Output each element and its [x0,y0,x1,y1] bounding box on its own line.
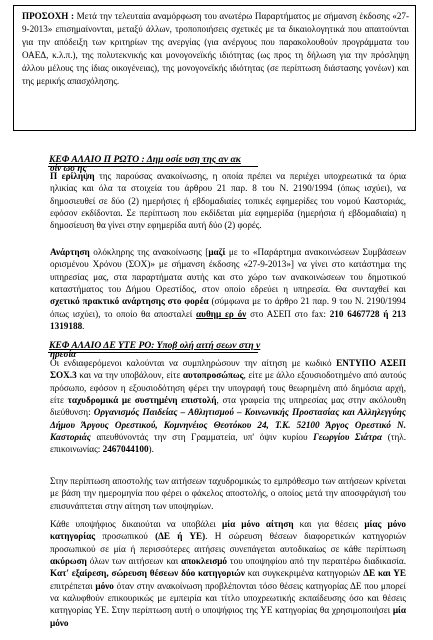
chapter2-paragraph-2: Στην περίπτωση αποστολής των αιτήσεων ταχυδρομικώς το εμπρόθεσμο των αιτήσεων κρίνεται με βάση την ημερομηνία που φέρει ο φάκελος αποστολής, ο οποίος μετά την αποσφράγισή του επισυνάπτεται στην αίτηση των υποψηφίων. [50,476,406,511]
chapter2-p3-text-e: προσωπικού [95,531,156,542]
chapter2-p1-text-f: ταχυδρομικά με συστημένη επιστολή [67,395,217,406]
notice-box [13,5,416,131]
chapter2-p3-text-j: αποκλεισμό [181,556,228,567]
chapter2-contact-person: Γεωργίου Σιάτρα [313,432,383,443]
chapter2-rule [48,352,258,353]
chapter2-p3-text-c: και για θέσεις [293,519,365,529]
chapter2-heading [49,341,260,351]
chapter2-p1-text-g: , στα γραφεία της υπηρεσίας μας στην ακόλουθη διεύθυνση: [50,395,407,418]
chapter2-p3-text-m: και συγκεκριμένα κατηγοριών [244,568,364,579]
chapter2-p1-text-d: αυτοπροσώπως [182,370,244,381]
chapter2-p3-text-n: ΔΕ και ΥΕ [363,568,407,579]
chapter2-p3-text-o: επιτρέπεται [50,580,96,591]
chapter1-p2-text-i: . [82,321,85,332]
chapter1-paragraph-1 [50,170,406,232]
chapter2-address: Οργανισμός Παιδείας – Αθλητισμού – Κοινωνικής Προστασίας και Αλληλεγγύης Δήμου Άργους Ορεστικού, Κομνηνέιος Θεοτόκου 24, Τ.Κ. 52100 Άργος Ορεστικό Ν. Καστοριάς [50,407,406,443]
chapter2-title-overlap: ηρεσία [50,349,77,359]
chapter1-p2-fax-numbers: 210 6467728 ή 213 1319188 [50,308,406,332]
chapter2-p3-text-p: μόνο [95,580,114,591]
chapter1-p2-text-c: με το «Παράρτημα ανακοινώσεων Συμβάσεων ορισμένου Χρόνου (ΣΟΧ)» με σήμανση έκδοσης «27-9-2013»] να γίνει στο κατάστημα της υπηρεσίας μας, στα παραρτήματα αυτής και στο χώρο των ανακοινώσεων του δημοτικού καταστήματος του Δήμου Ορεστίδος, στον οποίο εδρεύει η υπηρεσία. Θα συνταχθεί και [50,247,406,295]
chapter2-p3-text-g: . Η σώρευση θέσεων διαφορετικών κατηγοριών προσωπικού σε μία ή περισσότερες αιτήσεις συνεπάγεται αυτοδικαίως σε κάθε περίπτωση [50,531,406,554]
chapter1-paragraph-2: Ανάρτηση ολόκληρης της ανακοίνωσης [μαζί με το «Παράρτημα ανακοινώσεων Συμβάσεων ορισμένου Χρόνου (ΣΟΧ)» με σήμανση έκδοσης «27-9-2013»] να γίνει στο κατάστημα της υπηρεσίας μας, στα παραρτήματα αυτής και στο χώρο των ανακοινώσεων του δημοτικού καταστήματος του Δήμου Ορεστίδος, στον οποίο εδρεύει η υπηρεσία. Θα συνταχθεί και σχετικό πρακτικό ανάρτησης στο φορέα (σύμφωνα με το άρθρο 21 παρ. 9 του Ν. 2190/1994 όπως ισχύει), το οποίο θα αποσταλεί αυθημ ερ όν στο ΑΣΕΠ στο fax: 210 6467728 ή 213 1319188. [50,247,406,332]
chapter2-p1-text-c: και να την υποβάλουν, είτε [76,370,183,381]
chapter2-p3-text-q: όταν στην ανακοίνωση προβλέπονται τόσο θέσεις κατηγορίας ΔΕ που μπορεί να καλυφθούν επικουρικώς με εμπειρία και τίτλο υποχρεωτικής εκπαίδευσης όσο και θέσεις κατηγορίας ΥΕ. Στην περίπτωση αυτή ο υποψήφιος της ΥΕ κατηγορίας θα χρησιμοποιήσει [50,580,406,616]
chapter2-p3-text-i: όλων των αιτήσεων και [86,556,182,567]
chapter2-form-code: ΕΝΤΥΠΟ ΑΣΕΠ ΣΟΧ.3 [50,358,406,381]
chapter2-p3-text-h: ακύρωση [50,556,87,567]
chapter2-phone: 2467044100 [102,444,149,455]
chapter2-p3-text-d: μίας μόνο κατηγορίας [50,519,407,542]
chapter2-p3-text-b: μία μόνο αίτηση [222,519,294,529]
chapter2-p1-text-m: ). [148,444,154,455]
chapter1-title: ΚΕΦ ΑΛΑΙΟ Π ΡΩΤΟ : Δημ οσίε υση της αν ακ [49,154,241,165]
chapter1-p2-text-e: (σύμφωνα με το άρθρο 21 παρ. 9 του Ν. 2190/1994 όπως ισχύει), το οποίο θα αποσταλεί [50,296,406,319]
chapter1-p1-text: της παρούσας ανακοίνωσης, η οποία πρέπει να περιέχει υποχρεωτικά τα όρια ηλικίας και όλα τα στοιχεία του άρθρου 21 παρ. 8 του Ν. 2190/1994 (όπως ισχύει), να δημοσιευθεί σε δύο (2) ημερήσιες ή εβδομαδιαίες τοπικές εφημερίδες του νομού Καστοριάς, εφόσον εκδίδονται. Σε περίπτωση που εκδίδεται μία εφημερίδα (ημερήσια ή εβδομαδιαία) η δημοσίευση θα γίνει στην εφημερίδα αυτή δύο (2) φορές. [50,171,406,231]
chapter1-p2-text-a: ολόκληρης της ανακοίνωσης [89,247,206,257]
notice-text: Μετά την τελευταία αναμόρφωση του ανωτέρω Παραρτήματος με σήμανση έκδοσης «27-9-2013» επισημαίνονται, μεταξύ άλλων, τροποποιήσεις σχετικές με τα δικαιολογητικά που απαιτούνται για την απόδειξη των κριτηρίων της ανεργίας (για ανέργους που παρακολουθούν προγράμματα του ΟΑΕΔ, κ.λ.π.), της πολυτεκνικής και μονογονεϊκής ιδιότητας (ως προς τη δήλωση για την πρόσληψη άλλου μέλους της ίδιας οικογένειας), της μονογονεϊκής ιδιότητας (σε περίπτωση διάστασης γονέων) και της μερικής απασχόλησης. [22,11,409,86]
chapter2-p3-text-k: του υποψηφίου από την περαιτέρω διαδικασία. [227,556,406,567]
chapter1-p2-text-b: μαζί [208,247,226,257]
chapter2-p3-text-r: μία μόνο [50,605,406,628]
chapter2-p1-text-e: , είτε με άλλο εξουσιοδοτημένο από αυτούς πρόσωπο, εφόσον η εξουσιοδότηση φέρει την υπογραφή τους θεωρημένη από δημόσια αρχή, είτε [50,370,406,406]
chapter1-p2-lead: Ανάρτηση [50,247,90,257]
notice-label: ΠΡΟΣΟΧΗ : [22,11,74,21]
chapter2-p1-text-a: Οι ενδιαφερόμενοι καλούνται να συμπληρώσουν την αίτηση με κωδικό [50,358,337,368]
chapter2-p1-text-i: απευθύνοντάς την στη Γραμματεία, υπ' όψιν κυρίου [90,432,314,443]
chapter2-paragraph-1 [50,357,406,456]
chapter1-p1-lead: Π ερίληψη [50,171,95,181]
chapter2-p3-text-f: (ΔΕ ή ΥΕ) [155,531,206,542]
chapter2-p1-text-k: (τηλ. επικοινωνίας: [50,432,407,455]
chapter2-p3-text-a: Κάθε υποψήφιος δικαιούται να υποβάλει [50,519,223,529]
chapter1-title-overlap: οίν ωσ ης [50,163,87,173]
chapter2-p3-text-l: Κατ' εξαίρεση, σώρευση θέσεων δύο κατηγοριών [50,568,245,579]
chapter1-p2-text-f: αυθημ ερ όν [196,308,247,319]
chapter1-p2-text-d: σχετικό πρακτικό ανάρτησης στο φορέα [50,296,209,307]
chapter2-title: ΚΕΦ ΑΛΑΙΟ ΔΕ ΥΤΕ ΡΟ: Υποβ ολή αιτή σεων στη ν [49,340,261,351]
chapter2-paragraph-3 [50,518,406,629]
chapter1-p2-text-g: στο ΑΣΕΠ στο fax: [246,308,330,319]
